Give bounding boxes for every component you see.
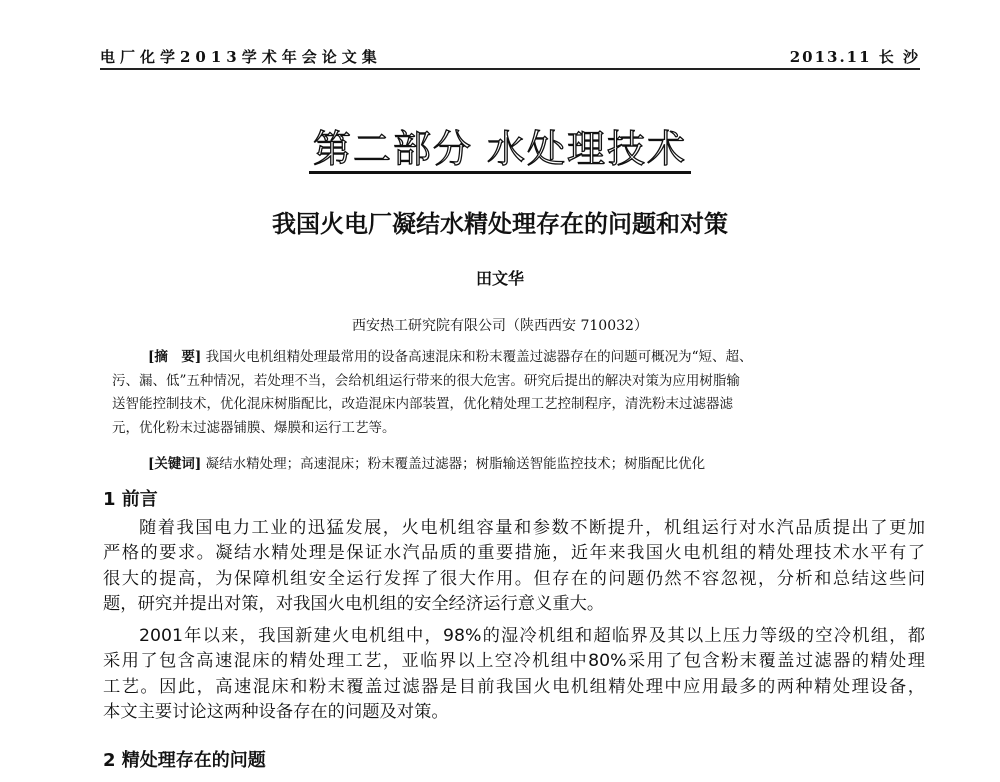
keywords bbox=[148, 452, 705, 472]
keywords-label: [关键词] bbox=[148, 456, 202, 472]
part-title bbox=[0, 118, 1000, 173]
abstract-label: [摘 要] bbox=[148, 349, 202, 365]
text-line: 2001年以来，我国新建火电机组中，98%的湿冷机组和超临界及其以上压力等级的空冷机组，都 bbox=[139, 626, 925, 646]
abstract-line: 污、漏、低”五种情况，若处理不当，会给机组运行带来的很大危害。研究后提出的解决对策为应用树脂输 bbox=[112, 372, 740, 389]
running-header bbox=[100, 44, 920, 70]
abstract-text: 我国火电机组精处理最常用的设备高速混床和粉末覆盖过滤器存在的问题可概况为“短、超、 bbox=[205, 349, 753, 365]
text-line: 严格的要求。凝结水精处理是保证水汽品质的重要措施，近年来我国火电机组的精处理技术水平有了 bbox=[103, 543, 925, 564]
paragraph bbox=[103, 516, 925, 617]
paragraph bbox=[103, 624, 925, 725]
abstract-line: 送智能控制技术，优化混床树脂配比，改造混床内部装置，优化精处理工艺控制程序，清洗粉末过滤器滤 bbox=[112, 396, 733, 412]
text-line: 题，研究并提出对策，对我国火电机组的安全经济运行意义重大。 bbox=[103, 593, 605, 614]
proceedings-title: 电厂化学2013学术年会论文集 bbox=[100, 48, 382, 66]
text-line: 随着我国电力工业的迅猛发展，火电机组容量和参数不断提升，机组运行对水汽品质提出了更加 bbox=[139, 518, 925, 538]
part-title-text: 第二部分 水处理技术 bbox=[309, 127, 691, 174]
text-line: 本文主要讨论这两种设备存在的问题及对策。 bbox=[103, 701, 449, 722]
paper-title: 我国火电厂凝结水精处理存在的问题和对策 bbox=[272, 210, 728, 238]
text-line: 采用了包含高速混床的精处理工艺，亚临界以上空冷机组中80%采用了包含粉末覆盖过滤器的精处理 bbox=[103, 651, 925, 672]
keywords-text: 凝结水精处理；高速混床；粉末覆盖过滤器；树脂输送智能监控技术；树脂配比优化 bbox=[205, 456, 706, 472]
abstract bbox=[112, 346, 902, 440]
abstract-line bbox=[112, 346, 902, 370]
date-location: 2013.11 长 沙 bbox=[789, 48, 920, 66]
text-line: 很大的提高，为保障机组安全运行发挥了很大作用。但存在的问题仍然不容忽视，分析和总结这些问 bbox=[103, 568, 925, 589]
affiliation: 西安热工研究院有限公司（陕西西安 710032） bbox=[352, 318, 648, 334]
section-heading: 2 精处理存在的问题 bbox=[103, 750, 266, 771]
author: 田文华 bbox=[475, 269, 524, 288]
text-line: 工艺。因此，高速混床和粉末覆盖过滤器是目前我国火电机组精处理中应用最多的两种精处理设备， bbox=[103, 676, 925, 697]
abstract-line: 元，优化粉末过滤器铺膜、爆膜和运行工艺等。 bbox=[112, 419, 396, 436]
section-heading: 1 前言 bbox=[103, 489, 158, 510]
